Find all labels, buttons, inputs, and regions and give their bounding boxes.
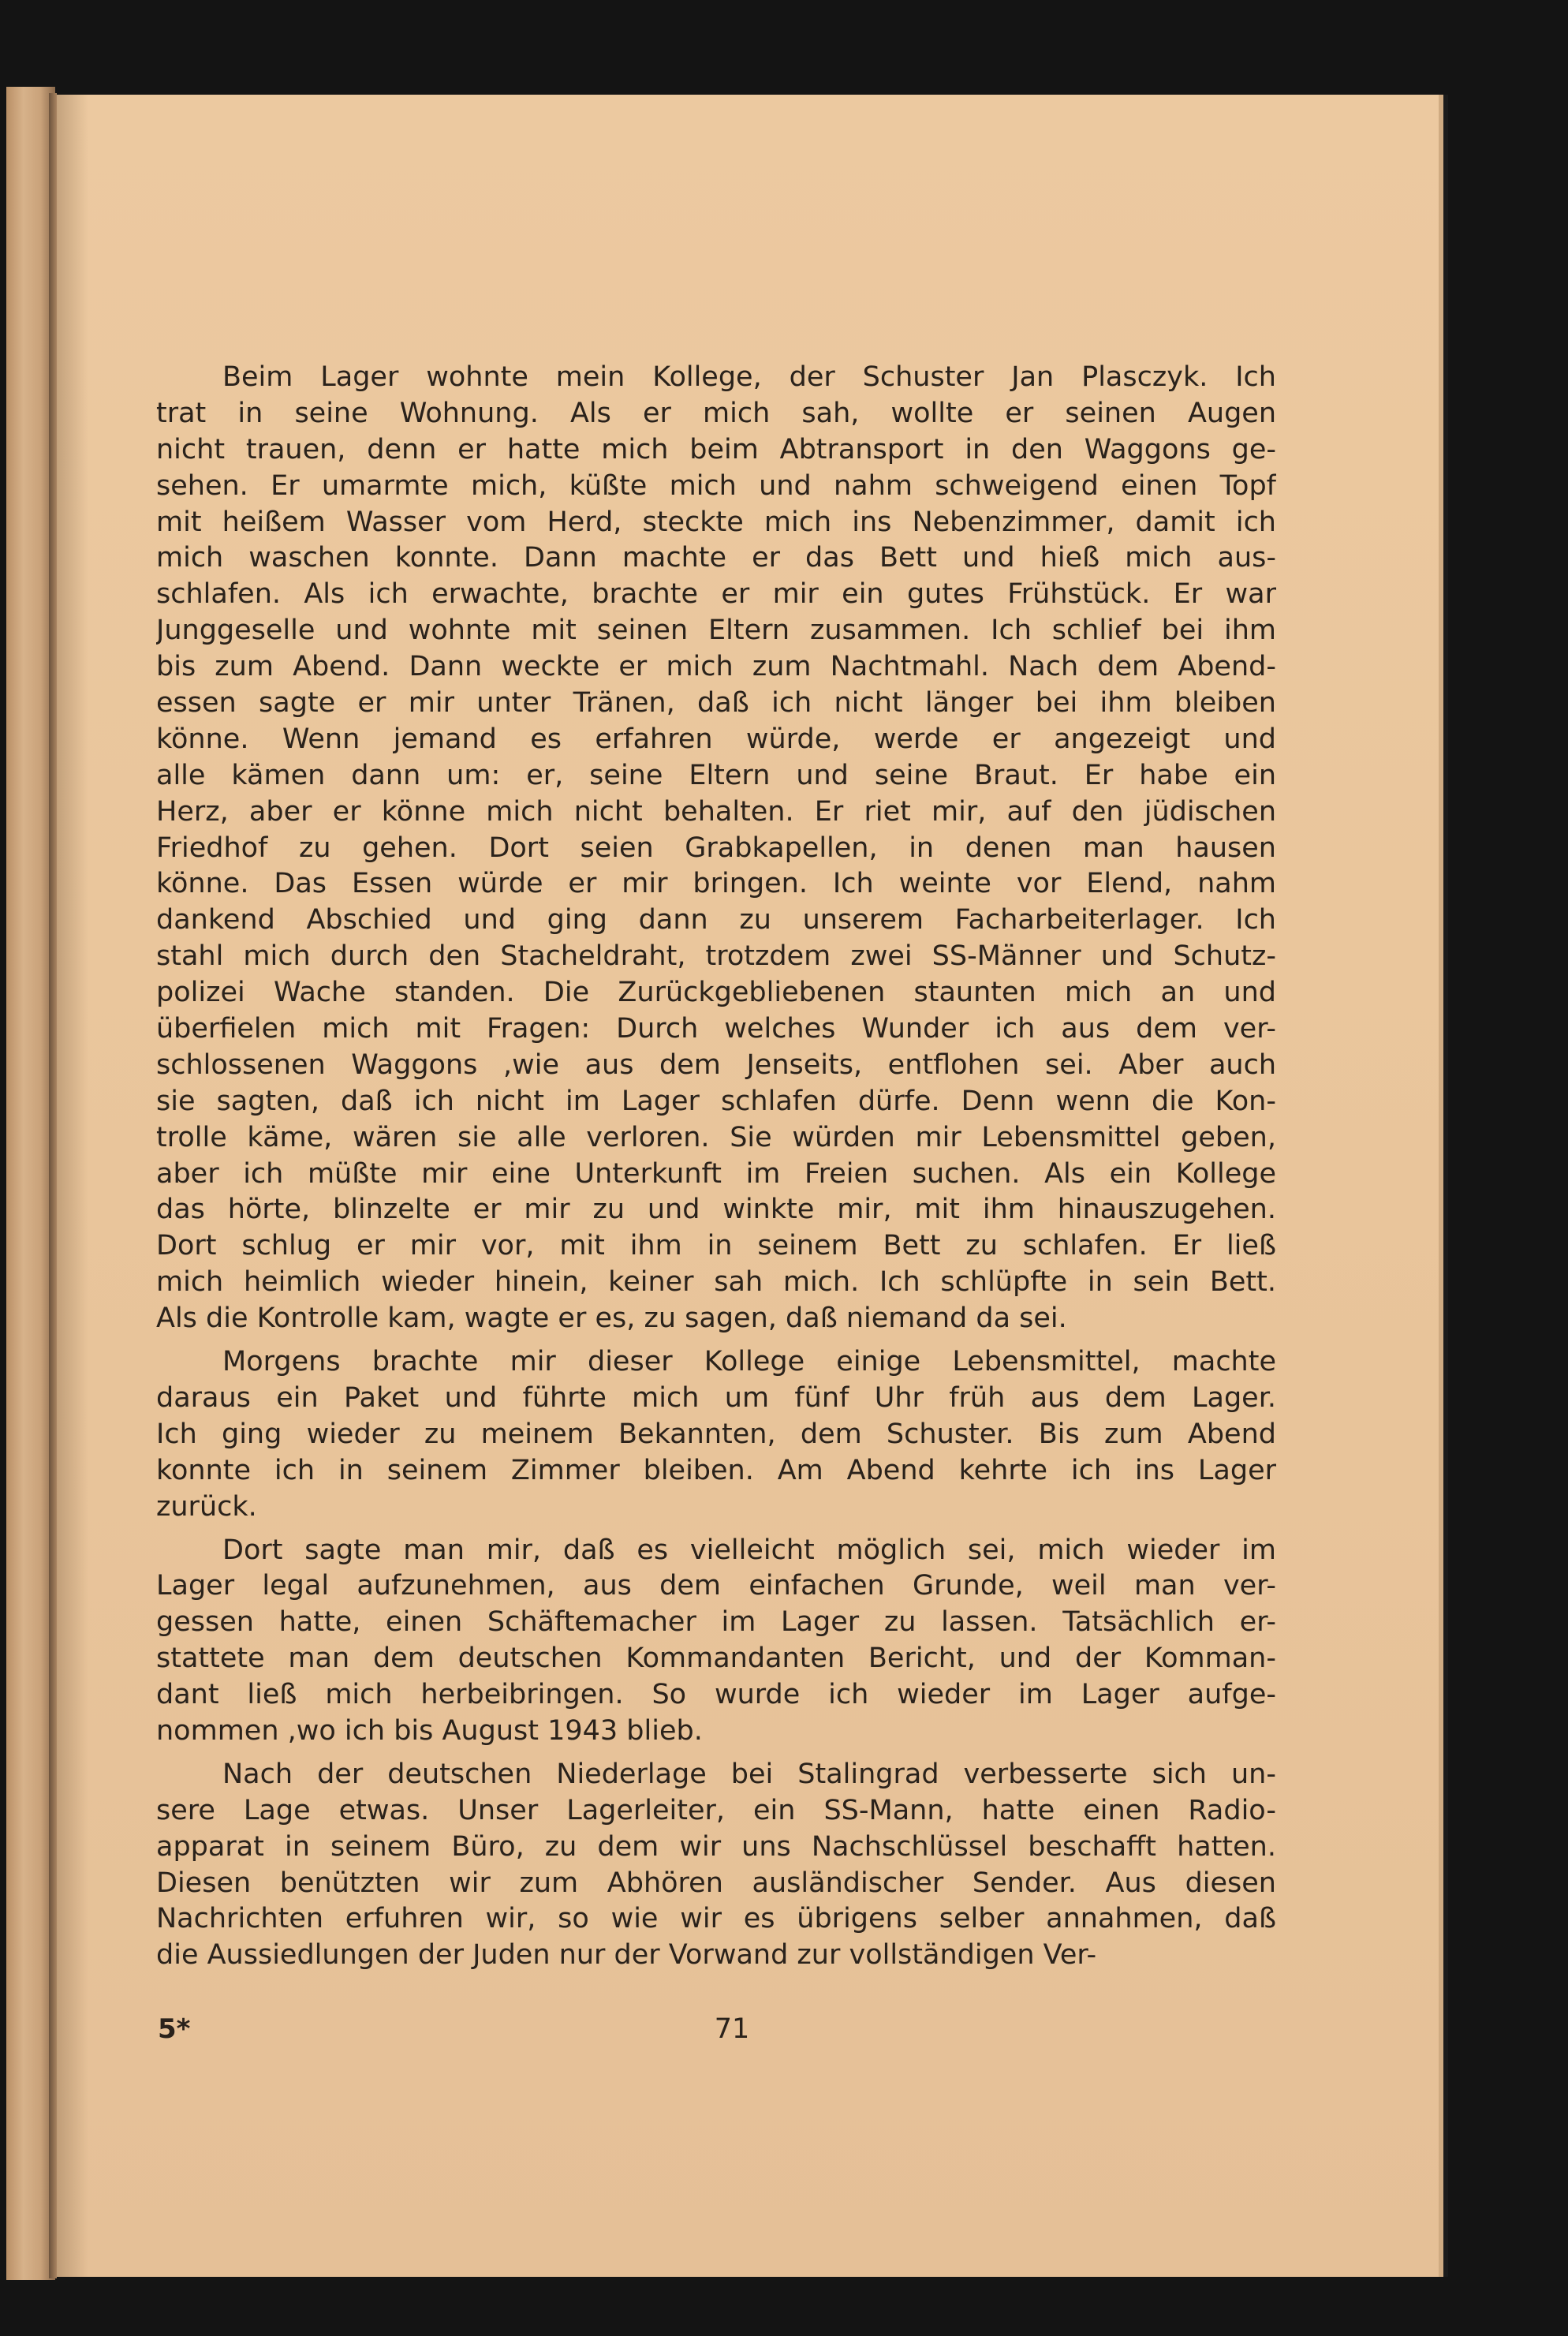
- text-line: apparat in seinem Büro, zu dem wir uns Nachschlüssel beschafft hatten.: [156, 1830, 1276, 1863]
- text-line: könne. Wenn jemand es erfahren würde, werde er angezeigt und: [156, 723, 1276, 755]
- text-line: stattete man dem deutschen Kommandanten Bericht, und der Komman-: [156, 1643, 1276, 1675]
- text-line: trat in seine Wohnung. Als er mich sah, wollte er seinen Augen: [156, 397, 1276, 429]
- page-number: 71: [714, 2013, 750, 2045]
- text-line: zurück.: [156, 1490, 257, 1523]
- paragraph: [156, 1757, 1276, 1974]
- text-line: Diesen benützten wir zum Abhören ausländischer Sender. Aus diesen: [156, 1867, 1276, 1899]
- paragraph: [156, 360, 1276, 1337]
- text-line: bis zum Abend. Dann weckte er mich zum Nachtmahl. Nach dem Abend-: [156, 651, 1276, 683]
- paragraph-gap: [156, 1750, 1276, 1757]
- text-line: sere Lage etwas. Unser Lagerleiter, ein SS-Mann, hatte einen Radio-: [156, 1794, 1276, 1826]
- text-line: mit heißem Wasser vom Herd, steckte mich ins Nebenzimmer, damit ich: [156, 506, 1276, 538]
- text-line: gessen hatte, einen Schäftemacher im Lager zu lassen. Tatsächlich er-: [156, 1606, 1276, 1639]
- text-line: das hörte, blinzelte er mir zu und winkte mir, mit ihm hinauszugehen.: [156, 1194, 1276, 1226]
- text-line: mich heimlich wieder hinein, keiner sah mich. Ich schlüpfte in sein Bett.: [156, 1266, 1276, 1299]
- text-line: schlossenen Waggons ,wie aus dem Jenseits, entflohen sei. Aber auch: [156, 1048, 1276, 1081]
- text-line: aber ich müßte mir eine Unterkunft im Freien suchen. Als ein Kollege: [156, 1157, 1276, 1190]
- text-line: trolle käme, wären sie alle verloren. Sie würden mir Lebensmittel geben,: [156, 1121, 1276, 1153]
- text-line: Ich ging wieder zu meinem Bekannten, dem Schuster. Bis zum Abend: [156, 1418, 1276, 1450]
- text-line: schlafen. Als ich erwachte, brachte er mir ein gutes Frühstück. Er war: [156, 578, 1276, 611]
- paragraph-gap: [156, 1526, 1276, 1533]
- text-line: daraus ein Paket und führte mich um fünf Uhr früh aus dem Lager.: [156, 1381, 1276, 1414]
- text-line: sie sagten, daß ich nicht im Lager schlafen dürfe. Denn wenn die Kon-: [156, 1085, 1276, 1117]
- text-line: Beim Lager wohnte mein Kollege, der Schuster Jan Plasczyk. Ich: [222, 361, 1276, 393]
- body-text: [156, 360, 1276, 1974]
- text-line: nicht trauen, denn er hatte mich beim Abtransport in den Waggons ge-: [156, 433, 1276, 465]
- text-line: Dort sagte man mir, daß es vielleicht möglich sei, mich wieder im: [222, 1534, 1276, 1566]
- text-line: Lager legal aufzunehmen, aus dem einfachen Grunde, weil man ver-: [156, 1570, 1276, 1602]
- text-line: alle kämen dann um: er, seine Eltern und seine Braut. Er habe ein: [156, 759, 1276, 791]
- text-line: nommen ,wo ich bis August 1943 blieb.: [156, 1714, 703, 1747]
- text-line: Nach der deutschen Niederlage bei Stalingrad verbesserte sich un-: [222, 1758, 1276, 1790]
- text-line: Junggeselle und wohnte mit seinen Eltern zusammen. Ich schlief bei ihm: [156, 615, 1276, 647]
- text-line: dant ließ mich herbeibringen. So wurde ich wieder im Lager aufge-: [156, 1679, 1276, 1711]
- text-line: Herz, aber er könne mich nicht behalten. Er riet mir, auf den jüdischen: [156, 795, 1276, 828]
- text-line: Morgens brachte mir dieser Kollege einige Lebensmittel, machte: [222, 1346, 1276, 1378]
- paragraph: [156, 1344, 1276, 1525]
- text-line: polizei Wache standen. Die Zurückgebliebenen staunten mich an und: [156, 977, 1276, 1009]
- text-line: dankend Abschied und ging dann zu unserem Facharbeiterlager. Ich: [156, 904, 1276, 936]
- text-line: könne. Das Essen würde er mir bringen. Ich weinte vor Elend, nahm: [156, 868, 1276, 900]
- text-line: konnte ich in seinem Zimmer bleiben. Am Abend kehrte ich ins Lager: [156, 1454, 1276, 1486]
- text-line: Dort schlug er mir vor, mit ihm in seinem Bett zu schlafen. Er ließ: [156, 1230, 1276, 1262]
- text-line: mich waschen konnte. Dann machte er das Bett und hieß mich aus-: [156, 542, 1276, 574]
- text-line: Nachrichten erfuhren wir, so wie wir es übrigens selber annahmen, daß: [156, 1903, 1276, 1935]
- text-line: sehen. Er umarmte mich, küßte mich und nahm schweigend einen Topf: [156, 469, 1276, 502]
- binding-shadow: [49, 93, 57, 2278]
- gutter-shade: [57, 95, 88, 2277]
- paragraph: [156, 1533, 1276, 1750]
- adjacent-page-edge: [6, 87, 55, 2280]
- text-line: Friedhof zu gehen. Dort seien Grabkapellen, in denen man hausen: [156, 832, 1276, 864]
- text-line: Als die Kontrolle kam, wagte er es, zu sagen, daß niemand da sei.: [156, 1303, 1067, 1335]
- text-line: überfielen mich mit Fragen: Durch welches Wunder ich aus dem ver-: [156, 1013, 1276, 1045]
- text-line: die Aussiedlungen der Juden nur der Vorwand zur vollständigen Ver-: [156, 1939, 1097, 1972]
- signature-mark: 5*: [158, 2013, 191, 2045]
- paragraph-gap: [156, 1337, 1276, 1344]
- text-line: stahl mich durch den Stacheldraht, trotzdem zwei SS-Männer und Schutz-: [156, 940, 1276, 973]
- text-line: essen sagte er mir unter Tränen, daß ich nicht länger bei ihm bleiben: [156, 687, 1276, 719]
